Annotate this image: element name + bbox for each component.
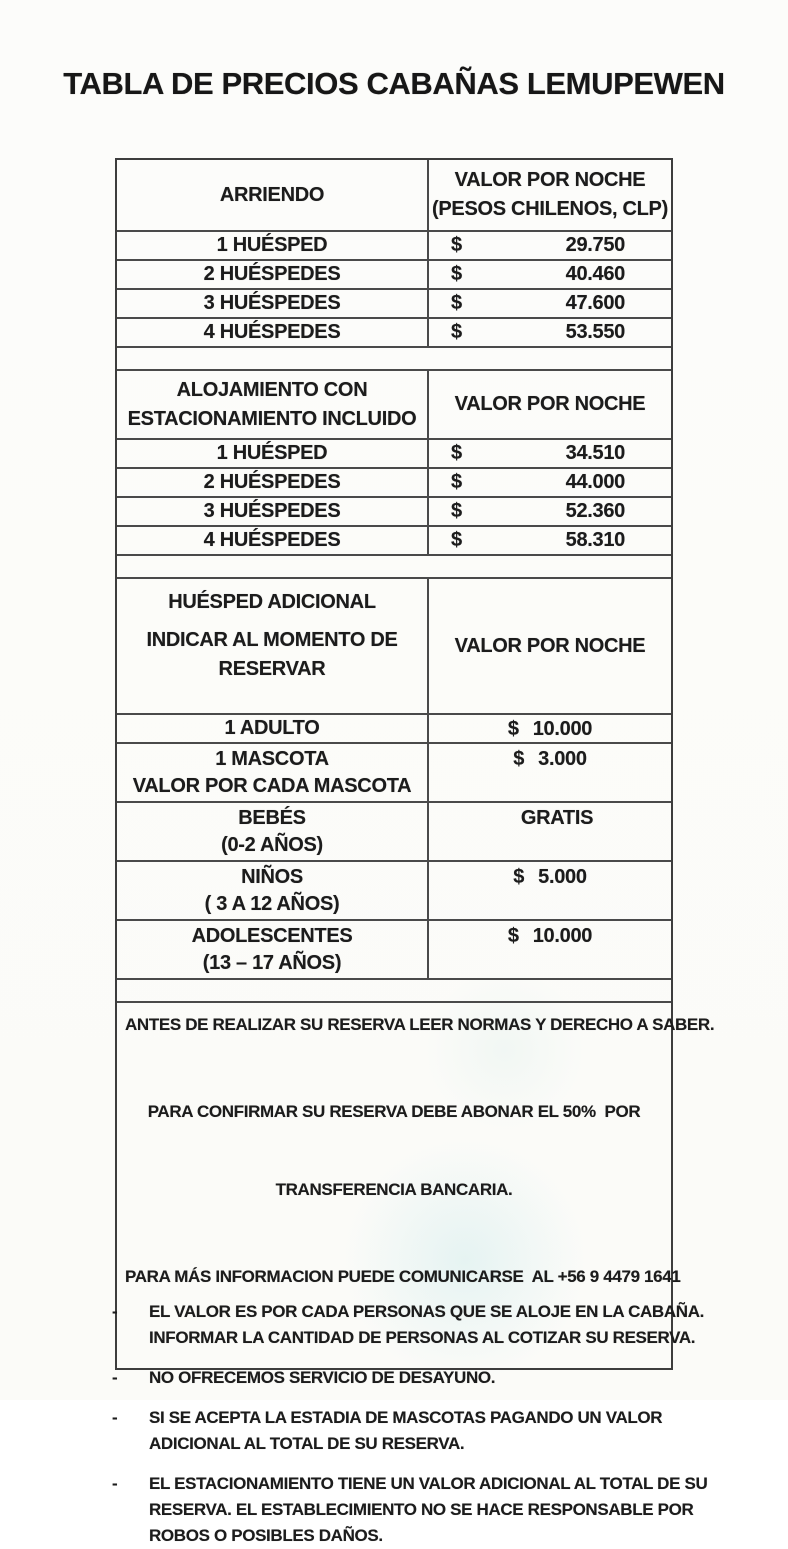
table-row — [117, 715, 671, 744]
amount: 47.600 — [565, 292, 625, 314]
header-cell-valor-por-noche — [429, 160, 671, 230]
amount: 3.000 — [538, 748, 587, 770]
price-table-document — [112, 158, 715, 1545]
header-label: VALOR POR NOCHE — [454, 169, 646, 191]
currency-symbol: $ — [507, 718, 519, 740]
table-header — [117, 371, 671, 440]
note-confirmacion: PARA CONFIRMAR SU RESERVA DEBE ABONAR EL 50% POR TRANSFERENCIA BANCARIA. — [147, 1102, 641, 1199]
currency-symbol: $ — [451, 321, 462, 343]
table-arriendo-header — [117, 160, 671, 232]
row-value — [429, 319, 671, 346]
row-value — [429, 290, 671, 317]
row-value — [429, 862, 671, 919]
row-value — [429, 715, 671, 742]
currency-symbol: $ — [507, 925, 519, 947]
notes-box — [112, 1003, 715, 1545]
currency-symbol: $ — [451, 263, 462, 285]
amount: 10.000 — [532, 718, 593, 740]
row-value — [429, 744, 671, 801]
header-label: HUÉSPED ADICIONAL — [168, 591, 376, 613]
table-huesped-adicional — [117, 579, 671, 980]
header-label: ALOJAMIENTO CON — [176, 378, 368, 401]
header-cell-valor-por-noche — [429, 579, 671, 713]
table-row — [117, 290, 671, 319]
row-value — [429, 803, 671, 860]
currency-symbol: $ — [513, 748, 525, 770]
amount: 44.000 — [565, 471, 625, 493]
header-label: RESERVAR — [218, 658, 326, 680]
amount: 52.360 — [565, 500, 625, 522]
bullet-dash: - — [112, 1302, 118, 1321]
header-label: ESTACIONAMIENTO INCLUIDO — [127, 407, 417, 430]
row-label: ADOLESCENTES (13 – 17 AÑOS) — [117, 921, 429, 978]
row-label: 4 HUÉSPEDES — [117, 319, 429, 346]
spacer-row — [117, 348, 671, 371]
header-cell-valor-por-noche — [429, 371, 671, 438]
header-cell-huesped-adicional — [117, 579, 429, 713]
bullet-dash: - — [112, 1368, 118, 1387]
row-value — [429, 232, 671, 259]
table-row — [117, 744, 671, 803]
row-label: 2 HUÉSPEDES — [117, 469, 429, 496]
table-alojamiento-estacionamiento — [117, 371, 671, 556]
table-row — [117, 469, 671, 498]
row-label: 2 HUÉSPEDES — [117, 261, 429, 288]
table-header — [117, 579, 671, 715]
currency-symbol: $ — [513, 866, 525, 888]
spacer-row — [117, 556, 671, 579]
amount: 58.310 — [565, 529, 625, 551]
table-row — [117, 862, 671, 921]
header-label: ARRIENDO — [219, 183, 325, 206]
currency-symbol: $ — [451, 234, 462, 256]
bullet-dash: - — [112, 1408, 118, 1427]
amount: GRATIS — [520, 807, 594, 829]
currency-symbol: $ — [451, 442, 462, 464]
currency-symbol: $ — [451, 292, 462, 314]
header-label: INDICAR AL MOMENTO DE — [146, 629, 398, 651]
table-row — [117, 921, 671, 980]
header-label: (PESOS CHILENOS, CLP) — [432, 198, 668, 220]
currency-symbol: $ — [451, 529, 462, 551]
row-value — [429, 440, 671, 467]
amount: 53.550 — [565, 321, 625, 343]
amount: 10.000 — [532, 925, 593, 947]
table-row — [117, 498, 671, 527]
table-row — [117, 261, 671, 290]
currency-symbol: $ — [451, 500, 462, 522]
row-label: 3 HUÉSPEDES — [117, 498, 429, 525]
row-label: NIÑOS ( 3 A 12 AÑOS) — [117, 862, 429, 919]
amount: 40.460 — [565, 263, 625, 285]
row-value — [429, 469, 671, 496]
note-bullet-estacionamiento: - EL ESTACIONAMIENTO TIENE UN VALOR ADICIONAL AL TOTAL DE SU RESERVA. EL ESTABLECIMIENTO NO SE HACE RESPONSABLE POR ROBOS O POSIBLES DAÑOS. — [117, 1471, 661, 1549]
row-label: 3 HUÉSPEDES — [117, 290, 429, 317]
note-bullet-mascotas: - SI SE ACEPTA LA ESTADIA DE MASCOTAS PAGANDO UN VALOR ADICIONAL AL TOTAL DE SU RESERVA. — [117, 1405, 661, 1457]
note-bullet-valor-personas: - EL VALOR ES POR CADA PERSONAS QUE SE ALOJE EN LA CABAÑA. INFORMAR LA CANTIDAD DE PERSONAS AL COTIZAR SU RESERVA. — [117, 1299, 661, 1351]
row-value — [429, 498, 671, 525]
row-label: 1 ADULTO — [117, 715, 429, 742]
row-value — [429, 921, 671, 978]
amount: 34.510 — [565, 442, 625, 464]
header-label: VALOR POR NOCHE — [454, 634, 646, 657]
note-normas: ANTES DE REALIZAR SU RESERVA LEER NORMAS Y DERECHO A SABER. — [125, 1015, 715, 1034]
bullet-dash: - — [112, 1474, 118, 1493]
row-label: 1 HUÉSPED — [117, 232, 429, 259]
table-row — [117, 527, 671, 556]
table-arriendo — [117, 160, 671, 348]
amount: 5.000 — [538, 866, 587, 888]
row-value — [429, 527, 671, 554]
row-label: 4 HUÉSPEDES — [117, 527, 429, 554]
header-cell-arriendo — [117, 160, 429, 230]
page-title: TABLA DE PRECIOS CABAÑAS LEMUPEWEN — [63, 66, 725, 101]
table-row — [117, 803, 671, 862]
row-label: BEBÉS (0-2 AÑOS) — [117, 803, 429, 860]
amount: 29.750 — [565, 234, 625, 256]
note-contacto-telefono: PARA MÁS INFORMACION PUEDE COMUNICARSE AL +56 9 4479 1641 — [125, 1267, 681, 1286]
spacer-row — [117, 980, 671, 1003]
row-label: 1 MASCOTA VALOR POR CADA MASCOTA — [117, 744, 429, 801]
currency-symbol: $ — [451, 471, 462, 493]
row-label: 1 HUÉSPED — [117, 440, 429, 467]
table-row — [117, 319, 671, 348]
table-row — [117, 440, 671, 469]
note-bullet-desayuno: - NO OFRECEMOS SERVICIO DE DESAYUNO. — [117, 1365, 661, 1391]
row-value — [429, 261, 671, 288]
header-label: VALOR POR NOCHE — [454, 393, 646, 415]
table-row — [117, 232, 671, 261]
header-cell-alojamiento — [117, 371, 429, 438]
